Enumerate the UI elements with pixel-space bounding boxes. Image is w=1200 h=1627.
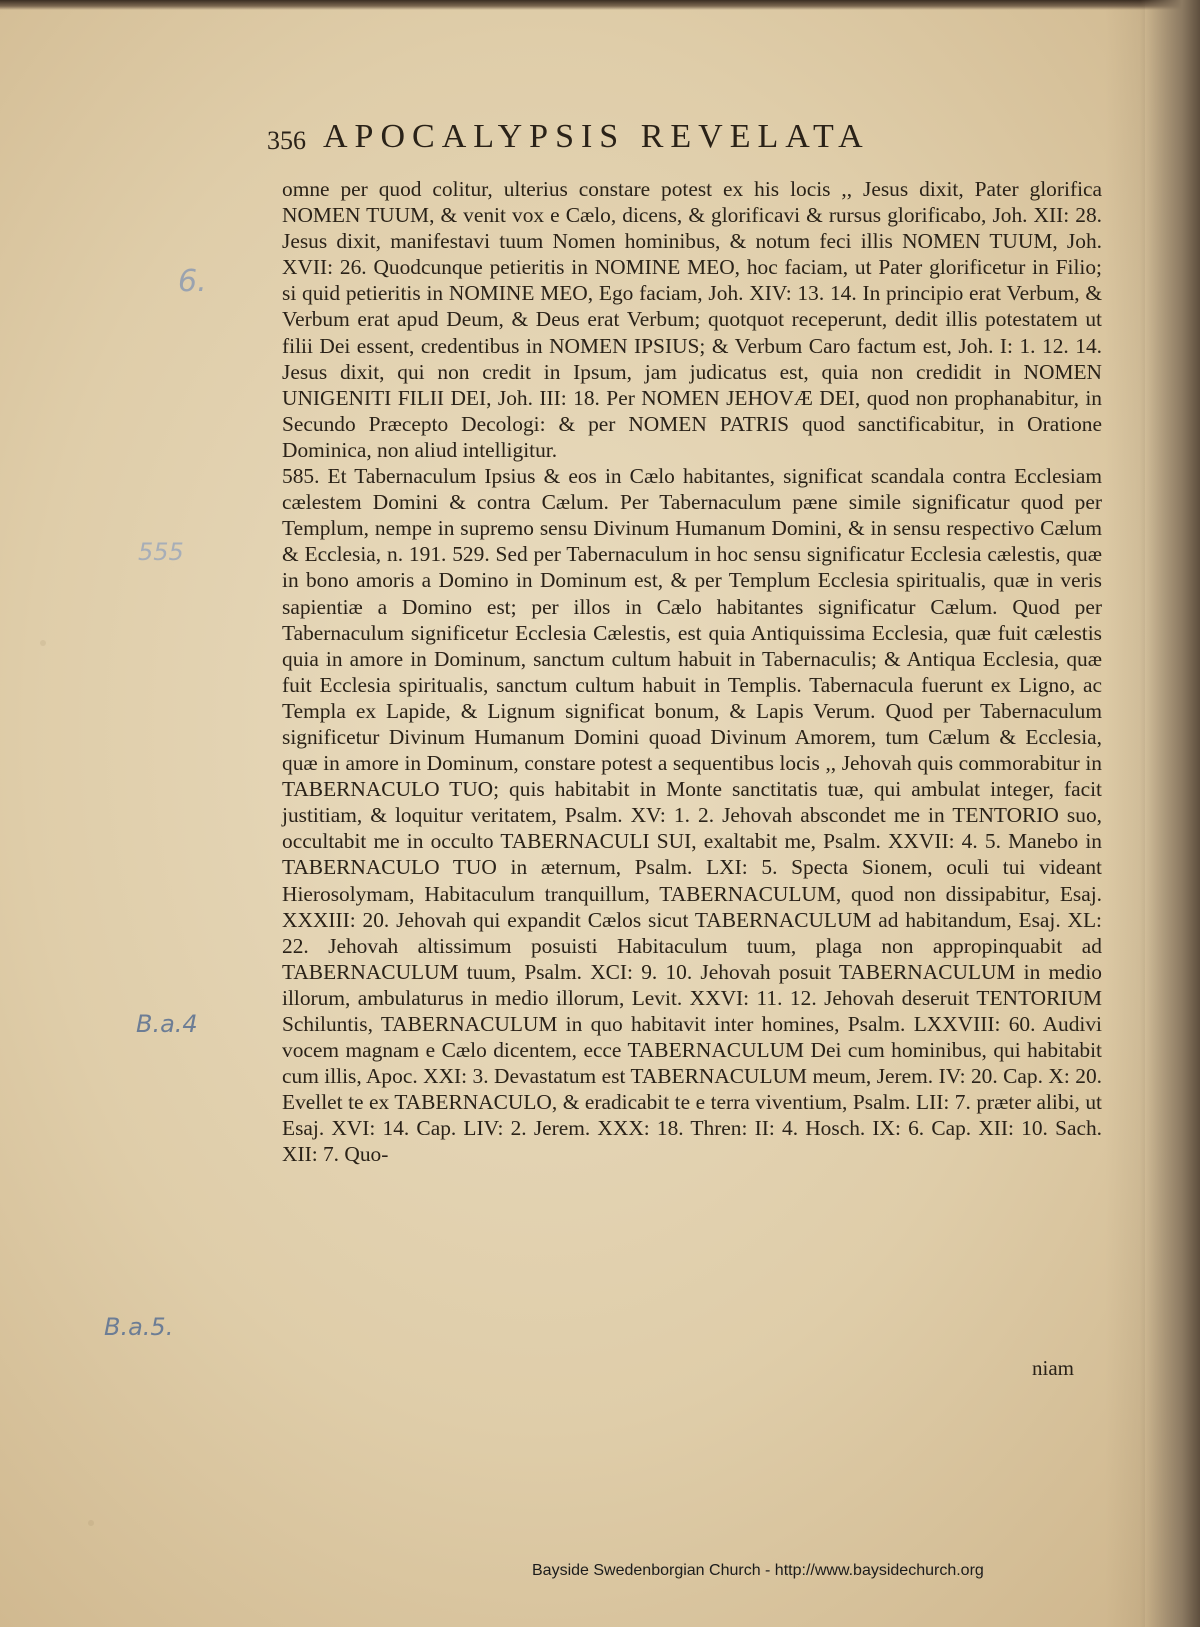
running-title: APOCALYPSIS REVELATA [323, 118, 870, 155]
source-watermark: Bayside Swedenborgian Church - http://www.baysidechurch.org [532, 1562, 984, 1579]
paragraph: 585. Et Tabernaculum Ipsius & eos in Cælo habitantes, significat scandala contra Ecclesiam cælestem Domini & contra Cælum. Per Tabernaculum pæne simile significatur quod per Templum, nempe in supremo sensu Divinum Humanum Domini, & in sensu respectivo Cælum & Ecclesia, n. 191. 529. Sed per Tabernaculum in hoc sensu significatur Ecclesia cælestis, quæ in bono amoris a Domino in Dominum est, & per Templum Ecclesia spiritualis, quæ in veris sapientiæ a Domino est; per illos in Cælo habitantes significatur Cælum. Quod per Tabernaculum significetur Ecclesia Cælestis, est quia Antiquissima Ecclesia, quæ fuit cælestis quia in amore in Dominum, sanctum cultum habuit in Tabernaculis; & Antiqua Ecclesia, quæ fuit Ecclesia spiritualis, sanctum cultum habuit in Templis. Tabernacula fuerunt ex Ligno, ac Templa ex Lapide, & Lignum significat bonum, & Lapis Verum. Quod per Tabernaculum significetur Divinum Humanum Domini quoad Divinum Amorem, tum Cælum & Ecclesia, quæ in amore in Dominum, constare potest a sequentibus locis ,, Jehovah quis commorabitur in TABERNACULO TUO; quis habitabit in Monte sanctitatis tuæ, qui ambulat integer, facit justitiam, & loquitur veritatem, Psalm. XV: 1. 2. Jehovah abscondet me in TENTORIO suo, occultabit me in occulto TABERNACULI SUI, exaltabit me, Psalm. XXVII: 4. 5. Manebo in TABERNACULO TUO in æternum, Psalm. LXI: 5. Specta Sionem, oculi tui videant Hierosolymam, Habitaculum tranquillum, TABERNACULUM, quod non dissipabitur, Esaj. XXXIII: 20. Jehovah qui expandit Cælos sicut TABERNACULUM ad habitandum, Esaj. XL: 22. Jehovah altissimum posuisti Habitaculum tuum, plaga non appropinquabit ad TABERNACULUM tuum, Psalm. XCI: 9. 10. Jehovah posuit TABERNACULUM in medio illorum, ambulaturus in medio illorum, Levit. XXVI: 11. 12. Jehovah deseruit TENTORIUM Schiluntis, TABERNACULUM in quo habitavit inter homines, Psalm. LXXVIII: 60. Audivi vocem magnam e Cælo dicentem, ecce TABERNACULUM Dei cum hominibus, qui habitabit cum illis, Apoc. XXI: 3. Devastatum est TABERNACULUM meum, Jerem. IV: 20. Cap. X: 20. Evellet te ex TABERNACULO, & eradicabit te e terra viventium, Psalm. LII: 7. præter alibi, ut Esaj. XVI: 14. Cap. LIV: 2. Jerem. XXX: 18. Thren: II: 4. Hosch. IX: 6. Cap. XII: 10. Sach. XII: 7. Quo- [282, 464, 1102, 1167]
page-right-edge [1140, 0, 1200, 1627]
page-header [267, 118, 1047, 162]
margin-note: 6. [178, 264, 207, 299]
margin-note: 555 [138, 538, 184, 566]
page-number: 356 [267, 126, 306, 155]
body-text [282, 176, 1102, 1168]
page-top-edge [0, 0, 1200, 10]
margin-note: B.a.5. [104, 1313, 174, 1341]
margin-note: B.a.4 [136, 1010, 198, 1038]
page-shading [1105, 0, 1145, 1627]
paper-speck [88, 1520, 94, 1526]
paragraph: omne per quod colitur, ulterius constare potest ex his locis ,, Jesus dixit, Pater glorifica NOMEN TUUM, & venit vox e Cælo, dicens, & glorificavi & rursus glorificabo, Joh. XII: 28. Jesus dixit, manifestavi tuum Nomen hominibus, & notum feci illis NOMEN TUUM, Joh. XVII: 26. Quodcunque petieritis in NOMINE MEO, hoc faciam, ut Pater glorificetur in Filio; si quid petieritis in NOMINE MEO, Ego faciam, Joh. XIV: 13. 14. In principio erat Verbum, & Verbum erat apud Deum, & Deus erat Verbum; quotquot receperunt, dedit illis potestatem ut filii Dei essent, credentibus in NOMEN IPSIUS; & Verbum Caro factum est, Joh. I: 1. 12. 14. Jesus dixit, qui non credit in Ipsum, jam judicatus est, quia non credidit in NOMEN UNIGENITI FILII DEI, Joh. III: 18. Per NOMEN JEHOVÆ DEI, quod non prophanabitur, in Secundo Præcepto Decologi: & per NOMEN PATRIS quod sanctificabitur, in Oratione Dominica, non aliud intelligitur. [282, 177, 1102, 462]
catchword: niam [1032, 1356, 1074, 1380]
paper-speck [40, 640, 46, 646]
